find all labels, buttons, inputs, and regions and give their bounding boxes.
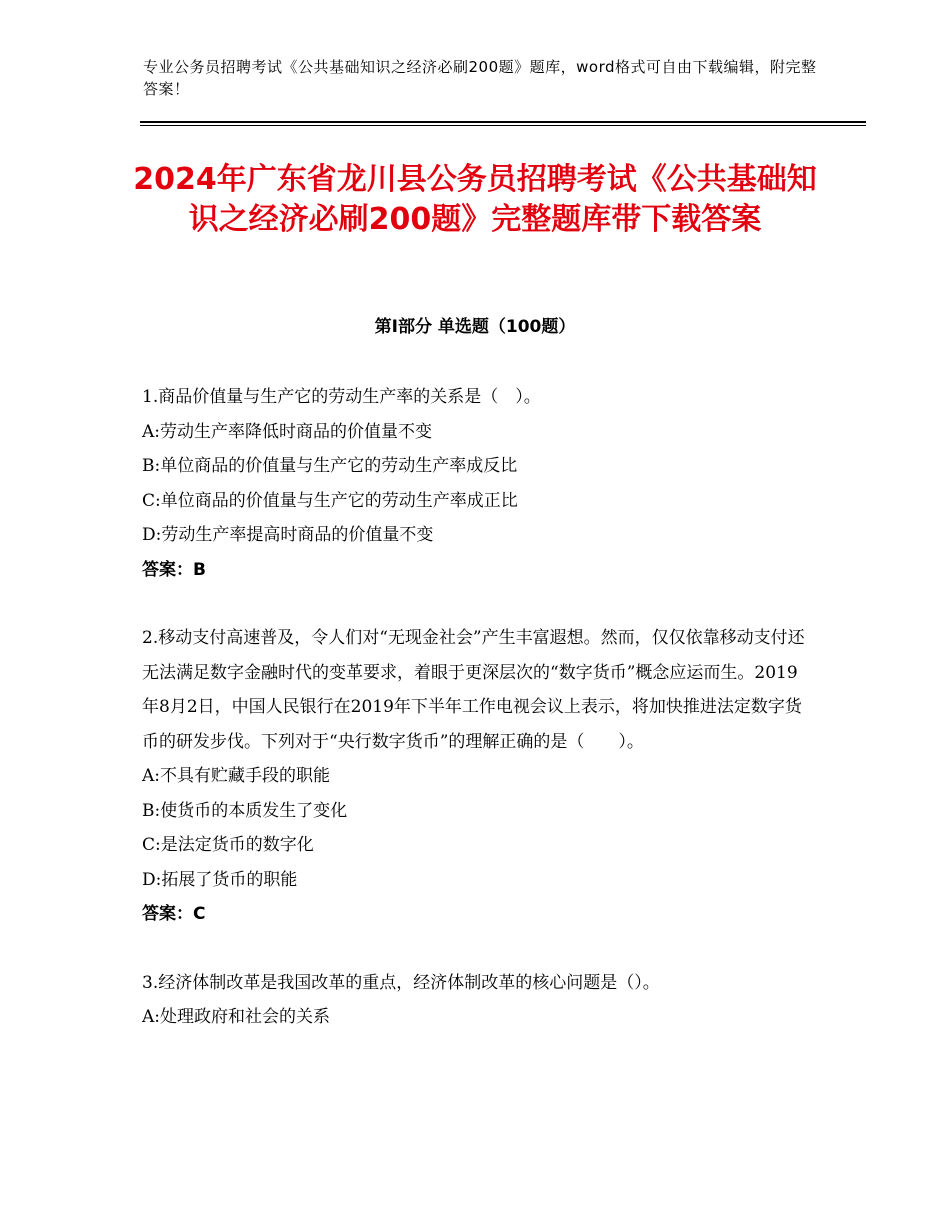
option-a: A:劳动生产率降低时商品的价值量不变	[142, 421, 433, 442]
question-stem: 3.经济体制改革是我国改革的重点，经济体制改革的核心问题是（）。	[142, 972, 660, 993]
option-b: B:单位商品的价值量与生产它的劳动生产率成反比	[142, 456, 518, 476]
header-divider-thin	[140, 125, 866, 126]
document-title: 2024年广东省龙川县公务员招聘考试《公共基础知识之经济必刷200题》完整题库带下载答案	[133, 162, 817, 237]
answer: 答案：B	[142, 559, 206, 580]
option-c: C:是法定货币的数字化	[142, 835, 314, 855]
question-2	[142, 621, 812, 932]
section-title: 第Ⅰ部分 单选题（100题）	[374, 317, 576, 337]
option-a: A:处理政府和社会的关系	[142, 1007, 331, 1027]
header-divider-thick	[140, 121, 866, 123]
option-d: D:劳动生产率提高时商品的价值量不变	[142, 525, 434, 545]
question-stem: 2.移动支付高速普及，令人们对“无现金社会”产生丰富遐想。然而，仅仅依靠移动支付还无法满足数字金融时代的变革要求，着眼于更深层次的“数字货币”概念应运而生。2019年8月2日，中国人民银行在2019年下半年工作电视会议上表示，将加快推进法定数字货币的研发步伐。下列对于“央行数字货币”的理解正确的是（ ）。	[142, 628, 805, 752]
option-a: A:不具有贮藏手段的职能	[142, 766, 331, 786]
answer: 答案：C	[142, 904, 206, 924]
option-c: C:单位商品的价值量与生产它的劳动生产率成正比	[142, 490, 518, 511]
option-d: D:拓展了货币的职能	[142, 869, 298, 890]
question-1	[142, 380, 812, 587]
question-stem: 1.商品价值量与生产它的劳动生产率的关系是（ ）。	[142, 387, 541, 407]
option-b: B:使货币的本质发生了变化	[142, 800, 348, 821]
question-3	[142, 966, 812, 1035]
question-list	[142, 380, 812, 1035]
header-note: 专业公务员招聘考试《公共基础知识之经济必刷200题》题库，word格式可自由下载编辑，附完整答案！	[143, 58, 817, 98]
